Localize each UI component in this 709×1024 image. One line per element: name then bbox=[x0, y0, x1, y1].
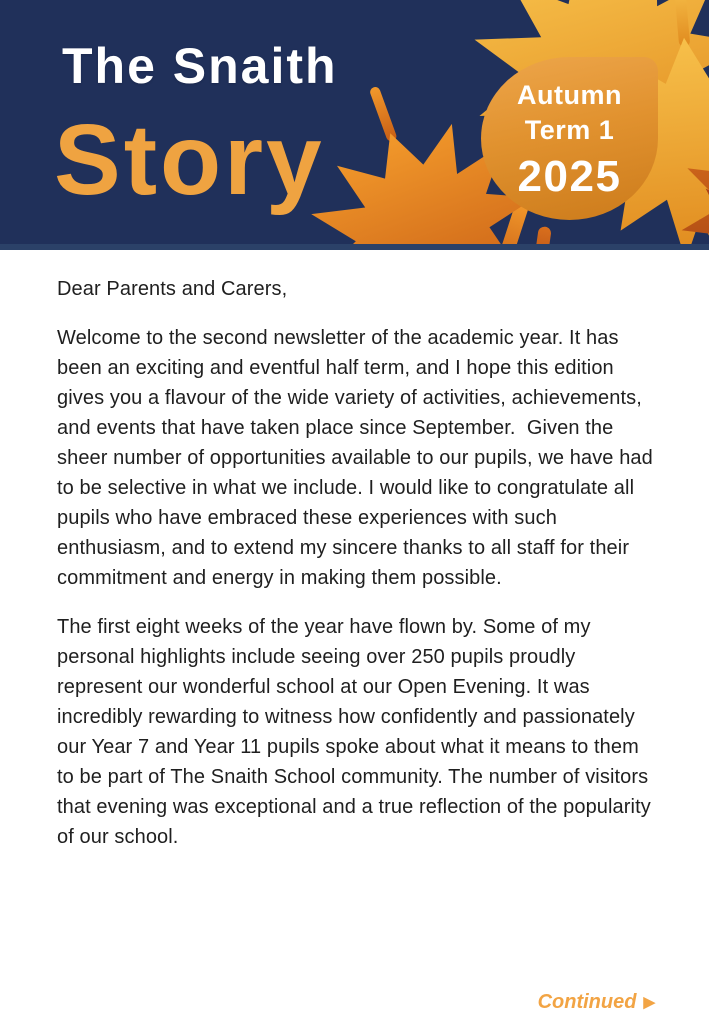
salutation: Dear Parents and Carers, bbox=[57, 278, 288, 300]
term-badge-season: Autumn bbox=[517, 79, 622, 110]
masthead bbox=[0, 0, 709, 250]
continued-label: Continued bbox=[537, 991, 637, 1013]
continued-arrow-icon: ▶ bbox=[643, 994, 655, 1011]
paragraph-highlights: The first eight weeks of the year have flown by. Some of my personal highlights include seeing over 250 pupils proudly represent our wonderful school at our Open Evening. It was incredibly rewarding to witness how confidently and passionately our Year 7 and Year 11 pupils spoke about what it means to them to be part of The Snaith School community. The number of visitors that evening was exceptional and a true reflection of the popularity of our school. bbox=[57, 616, 657, 848]
term-badge bbox=[481, 57, 658, 220]
term-badge-term: Term 1 bbox=[524, 115, 615, 145]
letter-body bbox=[0, 250, 709, 852]
paragraph-welcome: Welcome to the second newsletter of the academic year. It has been an exciting and eventful half term, and I hope this edition gives you a flavour of the wide variety of activities, achievements, and events that have taken place since September. Given the sheer number of opportunities available to our pupils, we have had to be selective in what we include. I would like to congratulate all pupils who have embraced these experiences with such enthusiasm, and to extend my sincere thanks to all staff for their commitment and energy in making them possible. bbox=[57, 327, 659, 589]
newsletter-title-line1: The Snaith bbox=[62, 38, 338, 94]
newsletter-title-line2: Story bbox=[54, 104, 325, 216]
term-badge-year: 2025 bbox=[517, 152, 622, 202]
continued-marker bbox=[538, 991, 655, 1014]
